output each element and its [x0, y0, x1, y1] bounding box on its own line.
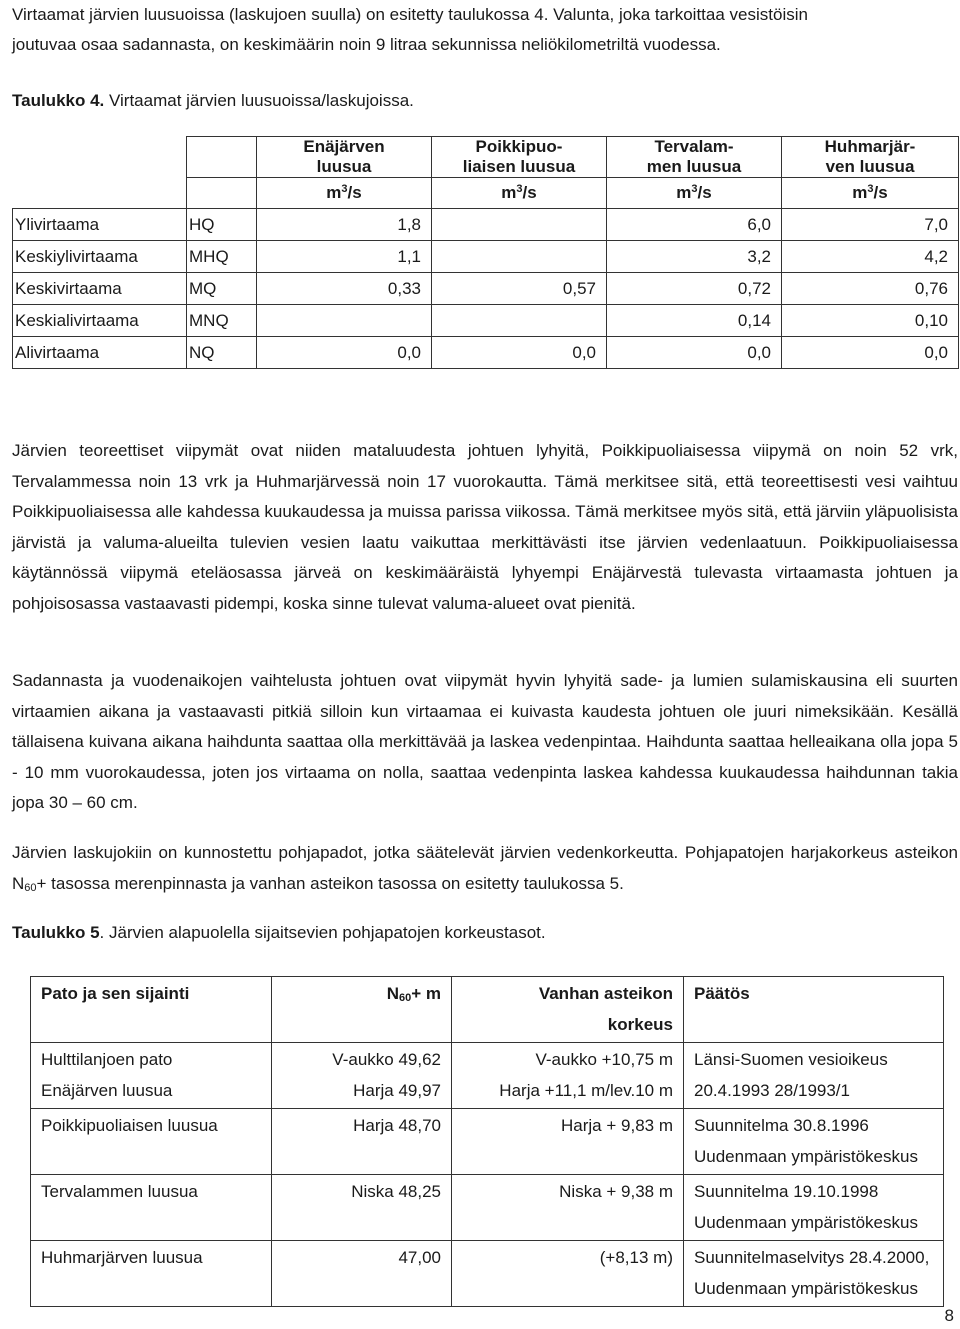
intro-line: Virtaamat järvien luusuoissa (laskujoen suulla) on esitetty taulukossa 4. Valunta, joka tarkoittaa vesistöisin — [12, 5, 808, 24]
table-row — [13, 241, 959, 273]
table-cell: V-aukko 49,62 Harja 49,97 — [272, 1043, 452, 1109]
unit-cell: $m^3/s$ — [782, 178, 959, 209]
table-row — [13, 337, 959, 369]
column-header: Päätös — [684, 977, 944, 1043]
table-cell: Suunnitelmaselvitys 28.4.2000, Uudenmaan ympäristökeskus — [684, 1241, 944, 1307]
row-code: MQ — [187, 273, 257, 305]
table-cell: 1,8 — [257, 209, 432, 241]
table-cell: (+8,13 m) — [452, 1241, 684, 1307]
table-cell: 0,76 — [782, 273, 959, 305]
table-header-row — [31, 977, 944, 1043]
column-header: Pato ja sen sijainti — [31, 977, 272, 1043]
column-header: Tervalam- men luusua — [607, 137, 782, 178]
table-cell: 0,0 — [607, 337, 782, 369]
intro-paragraph — [12, 0, 958, 60]
row-code: NQ — [187, 337, 257, 369]
table-cell: 0,33 — [257, 273, 432, 305]
caption-label: Taulukko 5 — [12, 923, 100, 942]
table-cell: Hulttilanjoen pato Enäjärven luusua — [31, 1043, 272, 1109]
row-code: MHQ — [187, 241, 257, 273]
unit-cell: $m^3/s$ — [257, 178, 432, 209]
table-row — [13, 273, 959, 305]
table-cell: 3,2 — [607, 241, 782, 273]
dam-table — [30, 976, 944, 1307]
table-cell: 0,0 — [432, 337, 607, 369]
table5-caption — [12, 918, 546, 948]
row-code: MNQ — [187, 305, 257, 337]
table-cell: Suunnitelma 30.8.1996 Uudenmaan ympäristökeskus — [684, 1109, 944, 1175]
table-cell: 4,2 — [782, 241, 959, 273]
row-name: Ylivirtaama — [13, 209, 187, 241]
flow-table — [12, 136, 959, 369]
body-paragraph: Järvien teoreettiset viipymät ovat niiden mataluudesta johtuen lyhyitä, Poikkipuoliaisessa viipymä on noin 52 vrk, Tervalammessa noin 13 vrk ja Huhmarjärvessä noin 17 vuorokautta. Tämä merkitsee sitä, että teoreettisesti vesi vaihtuu Poikkipuoliaisessa alle kahdessa kuukaudessa ja muissa parissa viikossa. Tämä merkitsee myös sitä, että järviin yläpuolisista järvistä ja valuma-alueilta tulevien vesien laatu vaikuttaa merkittävästi itse järvien vedenlaatuun. Poikkipuoliaisessa käytännössä viipymä eteläosassa järveä on keskimääräistä lyhyempi Enäjärvestä tulevasta virtaamasta johtuen ja pohjoisosassa vastaavasti pidempi, koska sinne tulevat valuma-alueet ovat pienitä. — [12, 441, 958, 613]
table-cell: V-aukko +10,75 m Harja +11,1 m/lev.10 m — [452, 1043, 684, 1109]
table4-caption — [12, 86, 414, 116]
unit-cell: $m^3/s$ — [432, 178, 607, 209]
body-paragraph: Järvien laskujokiin on kunnostettu pohjapadot, jotka säätelevät järvien vedenkorkeutta. Pohjapatojen harjakorkeus asteikon $N_{60}+$ tasossa merenpinnasta ja vanhan asteikon tasossa on esitetty taulukossa 5. — [12, 843, 958, 894]
unit-cell: $m^3/s$ — [607, 178, 782, 209]
column-header: Enäjärven luusua — [257, 137, 432, 178]
body-paragraph: Sadannasta ja vuodenaikojen vaihtelusta johtuen ovat viipymät hyvin lyhyitä sade- ja lumien sulamiskausina eli suurten virtaamien aikana ja vastaavasti pitkiä silloin kun virtaamaa ei kuivasta kaudesta johtuen ole juuri nimeksikään. Kesällä tällaisena kuivana aikana haihdunta saattaa olla merkittävää ja laskea vedenpintaa. Haihdunta saattaa helleaikana olla jopa 5 - 10 mm vuorokaudessa, joten jos virtaama on nolla, saattaa vedenpinta laskea kahdessa kuukaudessa haihdunnan takia jopa 30 – 60 cm. — [12, 671, 958, 812]
table-cell: Tervalammen luusua — [31, 1175, 272, 1241]
table-cell: 7,0 — [782, 209, 959, 241]
row-name: Keskivirtaama — [13, 273, 187, 305]
table-cell: 0,57 — [432, 273, 607, 305]
column-header: $N_{60}+ m$ — [272, 977, 452, 1043]
table-cell: Harja + 9,83 m — [452, 1109, 684, 1175]
table-cell — [257, 305, 432, 337]
caption-label: Taulukko 4. — [12, 91, 105, 110]
table-cell — [432, 209, 607, 241]
table-cell: 6,0 — [607, 209, 782, 241]
table-cell: Niska + 9,38 m — [452, 1175, 684, 1241]
intro-line: joutuvaa osaa sadannasta, on keskimäärin noin 9 litraa sekunnissa neliökilometriltä vuodessa. — [12, 35, 721, 54]
table-row — [13, 209, 959, 241]
table-row — [31, 1109, 944, 1175]
table-cell: 0,72 — [607, 273, 782, 305]
table-cell: 0,14 — [607, 305, 782, 337]
row-name: Keskialivirtaama — [13, 305, 187, 337]
row-name: Keskiylivirtaama — [13, 241, 187, 273]
table-cell: Länsi-Suomen vesioikeus 20.4.1993 28/1993/1 — [684, 1043, 944, 1109]
table-cell: Huhmarjärven luusua — [31, 1241, 272, 1307]
page-number: 8 — [944, 1306, 954, 1325]
column-header: Poikkipuo- liaisen luusua — [432, 137, 607, 178]
table-cell: Harja 48,70 — [272, 1109, 452, 1175]
table-cell: 0,0 — [782, 337, 959, 369]
caption-text: Virtaamat järvien luusuoissa/laskujoissa. — [104, 91, 414, 110]
caption-text: . Järvien alapuolella sijaitsevien pohjapatojen korkeustasot. — [99, 923, 546, 942]
table-cell: Suunnitelma 19.10.1998 Uudenmaan ympäristökeskus — [684, 1175, 944, 1241]
row-code: HQ — [187, 209, 257, 241]
table-cell: Poikkipuoliaisen luusua — [31, 1109, 272, 1175]
table-row — [13, 305, 959, 337]
table-cell: Niska 48,25 — [272, 1175, 452, 1241]
table-cell: 0,10 — [782, 305, 959, 337]
table-cell: 1,1 — [257, 241, 432, 273]
table-cell: 0,0 — [257, 337, 432, 369]
column-header: Huhmarjär- ven luusua — [782, 137, 959, 178]
row-name: Alivirtaama — [13, 337, 187, 369]
table-row — [31, 1241, 944, 1307]
table-row — [31, 1043, 944, 1109]
table-cell — [432, 305, 607, 337]
table-row — [31, 1175, 944, 1241]
column-header: Vanhan asteikon korkeus — [452, 977, 684, 1043]
unit-row — [13, 178, 959, 209]
table-cell: 47,00 — [272, 1241, 452, 1307]
table-cell — [432, 241, 607, 273]
table-header-row — [13, 137, 959, 178]
